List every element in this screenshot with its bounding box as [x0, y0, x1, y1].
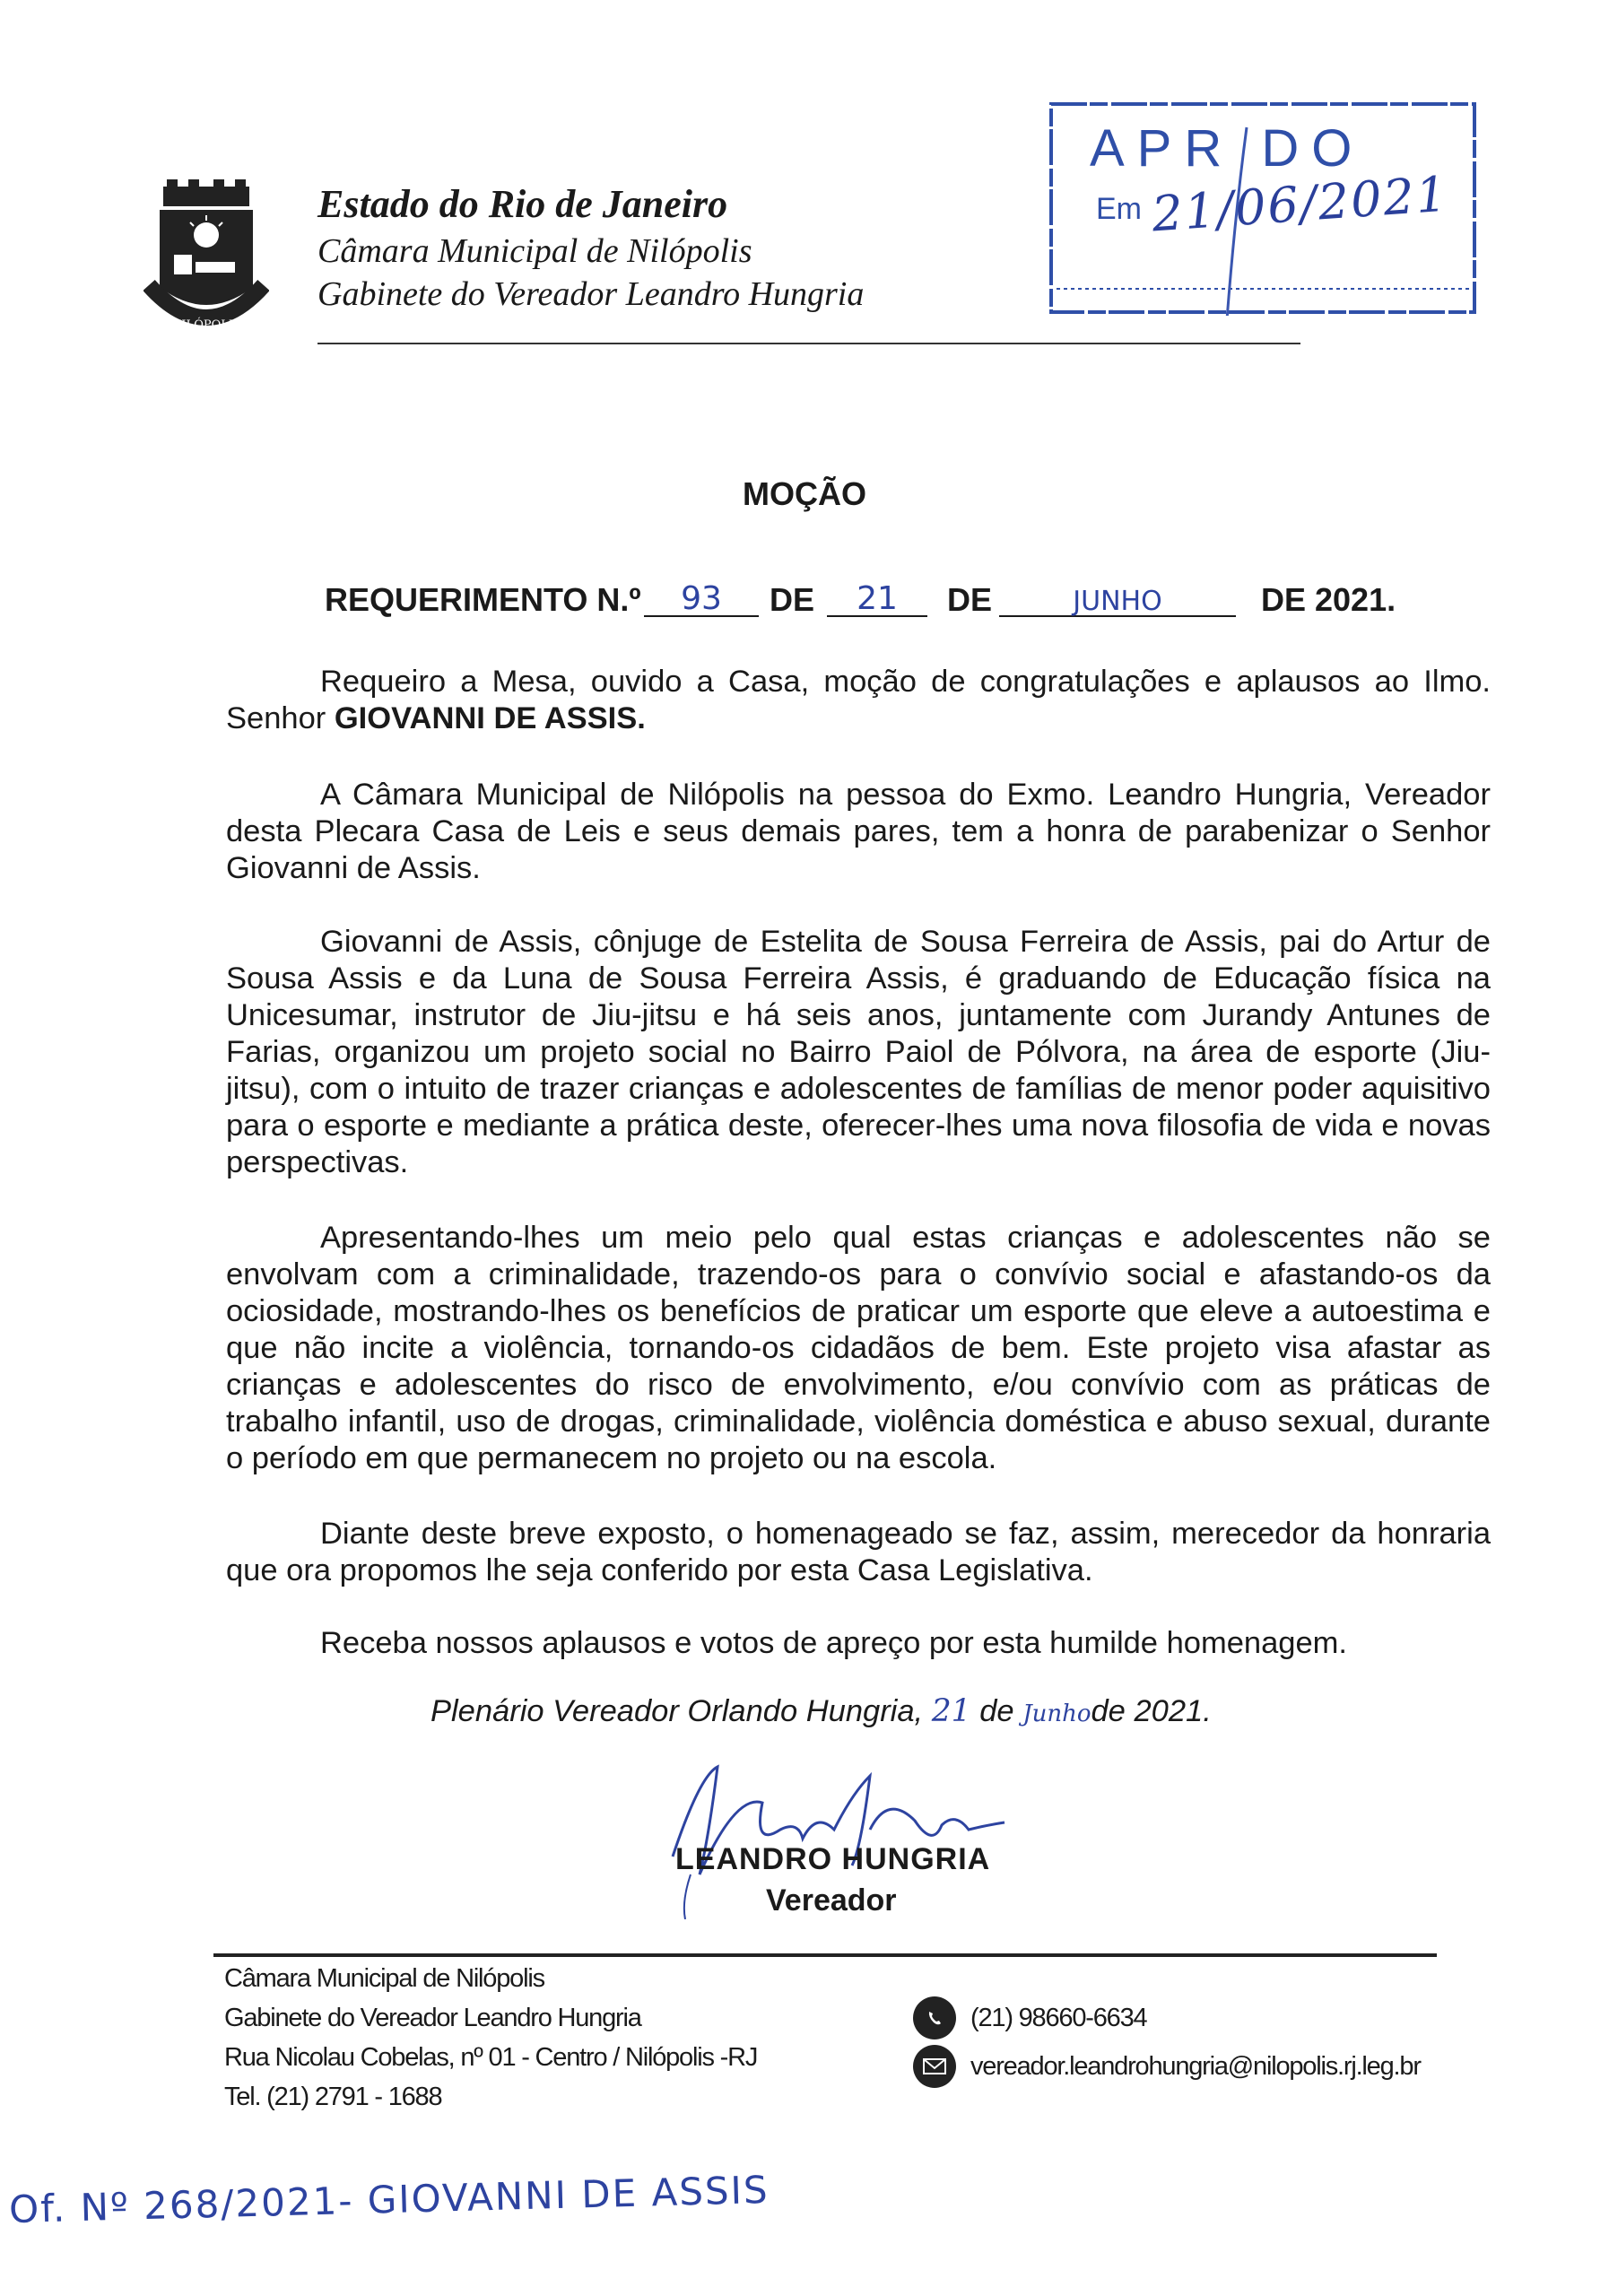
stamp-date: 21/06/2021: [1150, 165, 1451, 243]
requerimento-number-blank: [644, 581, 759, 617]
paragraph-2: [226, 777, 1491, 887]
footer-office: Gabinete do Vereador Leandro Hungria: [224, 2004, 641, 2032]
paragraph-3-text: Giovanni de Assis, cônjuge de Estelita de Sousa Ferreira de Assis, pai do Artur de Sousa Assis e da Luna de Sousa Ferreira Assis, é graduando de Educação física na Unicesumar, instrutor de Jiu-jitsu e há seis anos, juntamente com Jurandy Antunes de Farias, organizou um projeto social no Bairro Paiol de Pólvora, na área de esporte (Jiu-jitsu), com o intuito de trazer crianças e adolescentes de famílias de menor poder aquisitivo para o esporte e mediante a prática deste, oferecer-lhes uma nova filosofia de vida e novas perspectivas.: [226, 925, 1491, 1179]
honoree-name: GIOVANNI DE ASSIS.: [334, 701, 646, 735]
letterhead-divider: [317, 343, 1300, 344]
paragraph-4-text: Apresentando-lhes um meio pelo qual estas crianças e adolescentes não se envolvam com a criminalidade, trazendo-os para o convívio social e afastando-os da ociosidade, mostrando-lhes os benefícios de praticar um esporte que eleve a autoestima e que não incite a violência, tornando-os cidadãos de bem. Este projeto visa afastar as crianças e adolescentes do risco de envolvimento, e/ou convívio com as práticas de trabalho infantil, uso de drogas, criminalidade, violência doméstica e abuso sexual, durante o período em que permanecem no projeto ou na escola.: [226, 1221, 1491, 1475]
stamp-em-label: Em: [1096, 192, 1142, 226]
closing-month: Junho: [1022, 1700, 1092, 1727]
requerimento-number: 93: [681, 580, 722, 617]
closing-year: de 2021.: [1091, 1694, 1212, 1728]
paragraph-6-text: Receba nossos aplausos e votos de apreço por esta humilde homenagem.: [320, 1626, 1347, 1660]
closing-day: 21: [931, 1693, 971, 1729]
closing-de: de: [979, 1694, 1014, 1728]
requerimento-day-blank: [827, 581, 927, 617]
requerimento-de-1: DE: [770, 581, 815, 618]
stamp-approved-text: APR DO: [1090, 119, 1365, 178]
whatsapp-icon: [913, 1996, 956, 2039]
requerimento-month-blank: [999, 581, 1236, 617]
requerimento-year: DE 2021.: [1261, 581, 1396, 618]
footer-phone-row: [913, 1996, 1146, 2039]
paragraph-1: [226, 664, 1491, 737]
paragraph-5: [226, 1516, 1491, 1589]
paragraph-2-text: A Câmara Municipal de Nilópolis na pessoa do Exmo. Leandro Hungria, Vereador desta Plecara Casa de Leis e seus demais pares, tem a honra de parabenizar o Senhor Giovanni de Assis.: [226, 778, 1491, 885]
letterhead-chamber: Câmara Municipal de Nilópolis: [317, 232, 752, 270]
footer-chamber: Câmara Municipal de Nilópolis: [224, 1964, 544, 1993]
footer-phone: (21) 98660-6634: [970, 2003, 1147, 2032]
signatory-role: Vereador: [766, 1883, 897, 1918]
requerimento-month: JUNHO: [1073, 586, 1162, 617]
footer-email[interactable]: vereador.leandrohungria@nilopolis.rj.leg.br: [970, 2051, 1421, 2081]
closing-line: [431, 1693, 1212, 1729]
footer-tel: Tel. (21) 2791 - 1688: [224, 2083, 442, 2111]
paragraph-6: [226, 1625, 1491, 1662]
paragraph-5-text: Diante deste breve exposto, o homenageado se faz, assim, merecedor da honraria que ora propomos lhe seja conferido por esta Casa Legislativa.: [226, 1517, 1491, 1587]
paragraph-3: [226, 924, 1491, 1181]
municipal-crest-logo: [144, 179, 269, 341]
handwritten-office-note: Of. Nº 268/2021- GIOVANNI DE ASSIS: [8, 2167, 770, 2232]
footer-street: Rua Nicolau Cobelas, nº 01 - Centro / Nilópolis -RJ: [224, 2043, 758, 2072]
footer-email-row: [913, 2045, 1421, 2088]
requerimento-label: REQUERIMENTO N.º: [325, 581, 641, 618]
paragraph-4: [226, 1220, 1491, 1477]
closing-place: Plenário Vereador Orlando Hungria,: [431, 1694, 924, 1728]
requerimento-de-2: DE: [947, 581, 993, 618]
footer-address-block: [224, 1959, 757, 2117]
requerimento-day: 21: [857, 580, 898, 617]
footer-divider: [213, 1953, 1437, 1957]
signatory-name: LEANDRO HUNGRIA: [675, 1842, 991, 1876]
document-title: MOÇÃO: [743, 475, 866, 512]
letterhead-state: Estado do Rio de Janeiro: [317, 182, 728, 226]
letterhead-office: Gabinete do Vereador Leandro Hungria: [317, 275, 865, 313]
email-icon: [913, 2045, 956, 2088]
paragraph-1-text: Requeiro a Mesa, ouvido a Casa, moção de congratulações e aplausos ao Ilmo. Senhor: [226, 665, 1491, 735]
crest-scroll-text: NILÓPOLIS: [171, 318, 241, 332]
